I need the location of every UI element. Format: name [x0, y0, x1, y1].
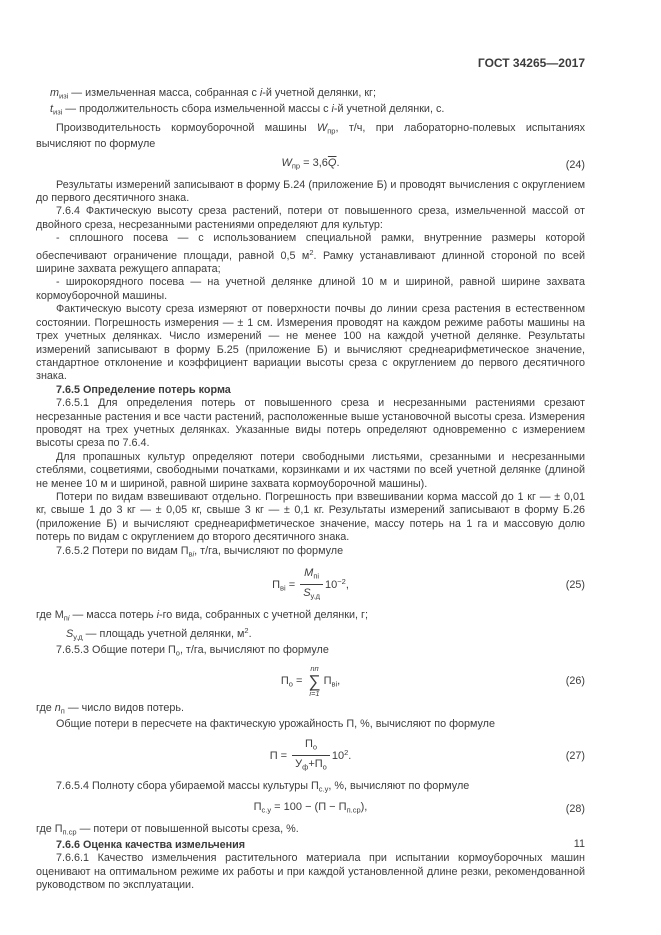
formula-26: [36, 665, 585, 697]
equation-number-28: (28): [565, 803, 585, 816]
paragraph-7-6-5-3: 7.6.5.3 Общие потери $П_о$, т/га, вычисляют по формуле: [56, 644, 329, 658]
paragraph-7-6-5-4: 7.6.5.4 Полноту сбора убираемой массы культуры $П_{с.у}$, %, вычисляют по формуле: [56, 779, 470, 794]
where-s-definition: $S_{у.д}$ — площадь учетной делянки, $м^2$.: [66, 626, 252, 642]
paragraph-productivity: Производительность кормоуборочной машины $W_{пр}$, т/ч, при лабораторно-полевых испытаниях вычисляют по формуле: [36, 121, 585, 150]
fraction: $\frac{П_о}{У_ф+П_о}$: [292, 737, 330, 775]
equation-number-27: (27): [565, 749, 585, 762]
paragraph-7-6-6-1: 7.6.6.1 Качество измельчения растительного материала при испытании кормоуборочных машин оценивают на оптимальном режиме их работы и при каждой установленной длине резки, рекомендованной руководством по эксплуатации.: [36, 852, 585, 892]
formula-27-expression: П = $\frac{П_о}{У_ф+П_о}$ $10^2$.: [270, 737, 352, 775]
paragraph-7-6-5-2: 7.6.5.2 Потери по видам $П_{вi}$, т/га, вычисляют по формуле: [56, 544, 344, 559]
formula-28-expression: $П_{с.у} = 100 - (П - П_{п.ср})$,: [253, 801, 368, 815]
definition-t: $t_{изi}$ — продолжительность сбора измельченной массы с i-й учетной делянки, с.: [50, 102, 445, 117]
page-number: 11: [573, 838, 585, 850]
paragraph-7-6-5-1: 7.6.5.1 Для определения потерь от повышенного среза и несрезанными растениями срезают несрезанные растения и все части растений, расположенные выше установочной высоты среза. Измерения проводят на трех учетных делянках. Указанные виды потерь определяют одновременно с измерением высоты среза по 7.6.4.: [36, 397, 585, 450]
document-body: [36, 87, 585, 892]
where-p-definition: где $П_{п.ср}$ — потери от повышенной высоты среза, %.: [36, 822, 299, 837]
paragraph-cut-height-measure: Фактическую высоту среза измеряют от поверхности почвы до линии среза растения в естественном состоянии. Погрешность измерения — ± 1 см. Измерения проводят на каждом режиме работы машины на трех учетных делянках. Число измерений — не менее 100 на каждой учетной делянке. Результаты измерений записывают в форму Б.25 (приложение Б) и вычисляют среднеарифметическое значение, стандартное отклонение и коэффициент вариации высоты среза с округлением до первого десятичного знака.: [36, 303, 585, 383]
paragraph-7-6-4: 7.6.4 Фактическую высоту среза растений, потери от повышенного среза, измельченной массой от двойного среза, несрезанными растениями определяют для культур:: [36, 205, 585, 231]
formula-25: [36, 566, 585, 604]
definition-m: $m_{изi}$ — измельченная масса, собранная с i-й учетной делянки, кг;: [50, 87, 376, 101]
heading-7-6-5: 7.6.5 Определение потерь корма: [56, 383, 231, 396]
where-n-definition: где $n_п$ — число видов потерь.: [36, 702, 184, 716]
where-m-definition: где $М_{пi}$ — масса потерь i-го вида, собранных с учетной делянки, г;: [36, 608, 368, 622]
formula-28: [36, 800, 585, 818]
paragraph-total-losses: Общие потери в пересчете на фактическую урожайность П, %, вычисляют по формуле: [56, 718, 495, 731]
page-header: [36, 56, 585, 70]
formula-27: [36, 737, 585, 775]
formula-26-expression: $П_о$ = nп ∑ i=1 $П_{вi}$,: [280, 664, 341, 698]
paragraph-weighing: Потери по видам взвешивают отдельно. Погрешность при взвешивании корма массой до 1 кг — ± 0,01 кг, свыше 1 до 3 кг — ± 0,05 кг, свыше 3 кг — ± 0,1 кг. Результаты измерений записывают в форму Б.26 (приложение Б) и вычисляют среднеарифметическое значение, массу потерь на 1 га и массовую долю потерь по видам с округлением до второго десятичного знака.: [36, 490, 585, 544]
standard-number: ГОСТ 34265—2017: [477, 56, 585, 70]
list-item-solid-sowing: - сплошного посева — с использованием специальной рамки, внутренние размеры которой обеспечивают ограничение площади, равной 0,5 $м^2$. Рамку устанавливают длинной стороной по всей ширине захвата режущего аппарата;: [36, 232, 585, 276]
equation-number-24: (24): [565, 158, 585, 171]
formula-24: [36, 156, 585, 174]
formula-24-expression: $W_{пр} = 3,6\overline{Q}$.: [281, 157, 340, 171]
paragraph-row-crops: Для пропашных культур определяют потери свободными листьями, срезанными и несрезанными стеблями, соцветиями, свободными початками, корзинками и их частями по всей учетной делянке (длиной не менее 10 м и шириной, равной ширине захвата кормоуборочной машины).: [36, 450, 585, 490]
equation-number-25: (25): [565, 578, 585, 591]
summation-sign: nп ∑ i=1: [308, 664, 321, 698]
paragraph-results-b24: Результаты измерений записывают в форму Б.24 (приложение Б) и проводят вычисления с округлением до первого десятичного знака.: [36, 178, 585, 205]
formula-25-expression: $П_{вi}$ = $\frac{M_{пi}}{S_{у.д}}$ $10^{-2}$,: [272, 566, 349, 604]
fraction: $\frac{M_{пi}}{S_{у.д}}$: [300, 566, 323, 604]
list-item-wide-row-sowing: - широкорядного посева — на учетной делянке длиной 10 м и шириной, равной ширине захвата кормоуборочной машины.: [36, 276, 585, 302]
equation-number-26: (26): [565, 675, 585, 688]
heading-7-6-6: 7.6.6 Оценка качества измельчения: [56, 838, 246, 851]
page-footer: [36, 838, 585, 850]
